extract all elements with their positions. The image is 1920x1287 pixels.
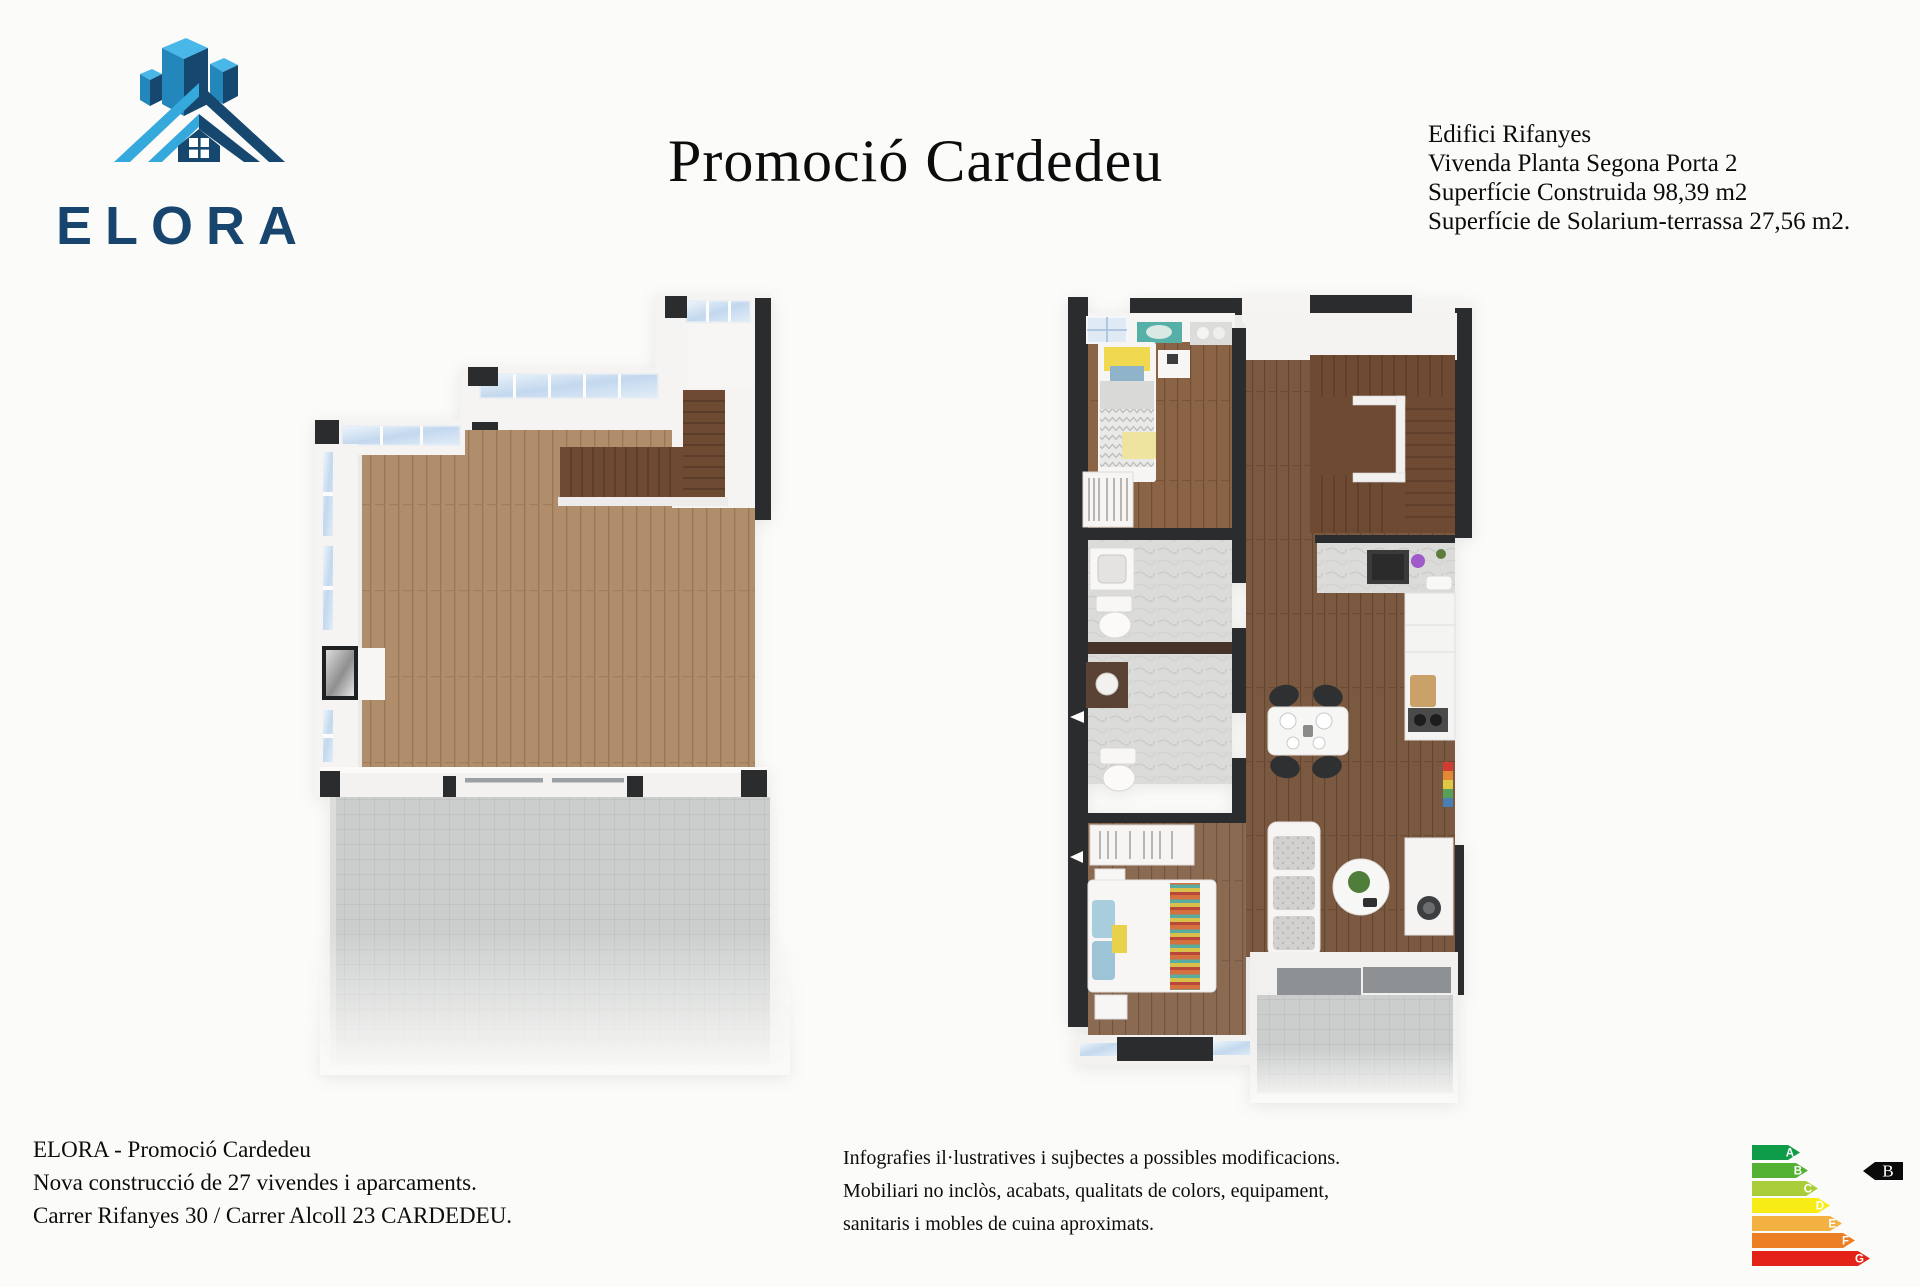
wall-pillar bbox=[468, 367, 498, 386]
plant bbox=[1348, 871, 1370, 893]
svg-text:B: B bbox=[1882, 1161, 1894, 1181]
balcony bbox=[1250, 952, 1458, 1103]
energy-band-f bbox=[1752, 1233, 1855, 1248]
energy-band-e bbox=[1752, 1216, 1842, 1231]
wall-pillar bbox=[315, 420, 339, 444]
energy-efficiency-label bbox=[1738, 1128, 1920, 1287]
wall-pillar bbox=[741, 770, 767, 797]
wall-pillar bbox=[443, 776, 456, 797]
fireplace-unit bbox=[322, 646, 385, 700]
svg-text:G: G bbox=[1855, 1253, 1864, 1266]
remote bbox=[1363, 898, 1377, 907]
cabinet bbox=[1405, 838, 1453, 935]
project-info-line: Carrer Rifanyes 30 / Carrer Alcoll 23 CARDEDEU. bbox=[33, 1203, 513, 1228]
wall-pillar bbox=[320, 771, 340, 797]
svg-text:B: B bbox=[1793, 1165, 1802, 1178]
decor-tray bbox=[1190, 322, 1232, 345]
disclaimer-line: Infografies il·lustratives i sujbectes a possibles modificacions. bbox=[843, 1147, 1341, 1169]
energy-rating-indicator bbox=[1863, 1162, 1903, 1181]
window-glass bbox=[1080, 1043, 1117, 1056]
svg-text:C: C bbox=[1803, 1183, 1812, 1196]
disclaimer-line: sanitaris i mobles de cuina aproximats. bbox=[843, 1213, 1155, 1235]
rainbow-towels bbox=[1443, 762, 1453, 807]
wardrobe bbox=[1083, 472, 1133, 527]
wall-black bbox=[1455, 308, 1472, 538]
project-info-line: ELORA - Promoció Cardedeu bbox=[33, 1137, 311, 1162]
property-detail-line: Superfície de Solarium-terrassa 27,56 m2. bbox=[1428, 208, 1851, 235]
logo-wordmark: ELORA bbox=[56, 196, 310, 256]
svg-text:E: E bbox=[1828, 1218, 1836, 1231]
window-glass bbox=[480, 374, 658, 398]
plant bbox=[1436, 549, 1446, 559]
floorplan-solarium-level bbox=[300, 290, 810, 1080]
window-glass bbox=[686, 301, 750, 322]
balcony-mat bbox=[1363, 967, 1451, 993]
energy-band-a bbox=[1752, 1145, 1800, 1160]
bedroom-small bbox=[1083, 313, 1235, 528]
project-info bbox=[33, 1133, 512, 1232]
energy-band-b bbox=[1752, 1163, 1808, 1178]
wall-black bbox=[1310, 295, 1412, 315]
lamp bbox=[1167, 354, 1178, 364]
wall-black bbox=[755, 298, 771, 520]
hall-floor bbox=[1245, 313, 1457, 360]
page-title: Promoció Cardedeu bbox=[668, 128, 1164, 194]
top-wall-windows bbox=[460, 367, 672, 438]
energy-band-c bbox=[1752, 1181, 1818, 1196]
stairs bbox=[1310, 355, 1455, 533]
property-details bbox=[1428, 120, 1850, 236]
bathroom-2 bbox=[1086, 654, 1232, 791]
wall-black bbox=[1117, 1037, 1213, 1061]
sink-basin bbox=[1426, 576, 1452, 590]
property-detail-line: Edifici Rifanyes bbox=[1428, 121, 1592, 148]
toilet-cistern bbox=[1096, 596, 1132, 612]
bedroom-master bbox=[1088, 823, 1246, 1035]
window-glass bbox=[342, 426, 460, 445]
bathroom-1 bbox=[1088, 540, 1232, 642]
svg-text:D: D bbox=[1815, 1200, 1824, 1213]
flower-vase bbox=[1411, 554, 1425, 568]
cutting-board bbox=[1410, 675, 1436, 707]
terrace-wall-doors bbox=[320, 767, 768, 797]
terrace-tiles bbox=[320, 797, 790, 1075]
property-detail-line: Superfície Construida 98,39 m2 bbox=[1428, 179, 1748, 206]
property-detail-line: Vivenda Planta Segona Porta 2 bbox=[1428, 150, 1738, 177]
energy-band-g bbox=[1752, 1251, 1870, 1266]
corridor-floor bbox=[1246, 360, 1310, 533]
disclaimer bbox=[843, 1142, 1340, 1241]
toilet-cistern bbox=[1100, 748, 1136, 764]
wall-pillar bbox=[665, 296, 687, 318]
logo-house-buildings-icon bbox=[110, 34, 290, 202]
sliding-door-track bbox=[465, 778, 543, 783]
sliding-door-track bbox=[552, 778, 624, 783]
disclaimer-line: Mobiliari no inclòs, acabats, qualitats de colors, equipament, bbox=[843, 1180, 1329, 1202]
wall-black bbox=[1068, 297, 1088, 1027]
toilet bbox=[1099, 612, 1131, 638]
wall-pillar bbox=[627, 776, 643, 797]
bottom-wall-windows bbox=[1075, 1035, 1265, 1065]
toilet bbox=[1103, 765, 1135, 791]
double-bed bbox=[1088, 880, 1216, 992]
energy-band-d bbox=[1752, 1198, 1830, 1213]
elora-logo bbox=[56, 30, 336, 265]
closet bbox=[1090, 825, 1194, 865]
floorplan-main-level bbox=[1060, 280, 1480, 1110]
left-wall-windows bbox=[315, 444, 358, 797]
single-bed bbox=[1098, 342, 1156, 482]
svg-text:F: F bbox=[1841, 1235, 1849, 1248]
project-info-line: Nova construcció de 27 vivendes i aparcaments. bbox=[33, 1170, 477, 1195]
nightstand bbox=[1095, 995, 1127, 1019]
wall-black bbox=[1130, 298, 1242, 315]
svg-text:A: A bbox=[1785, 1147, 1794, 1160]
balcony-mat bbox=[1277, 968, 1361, 995]
